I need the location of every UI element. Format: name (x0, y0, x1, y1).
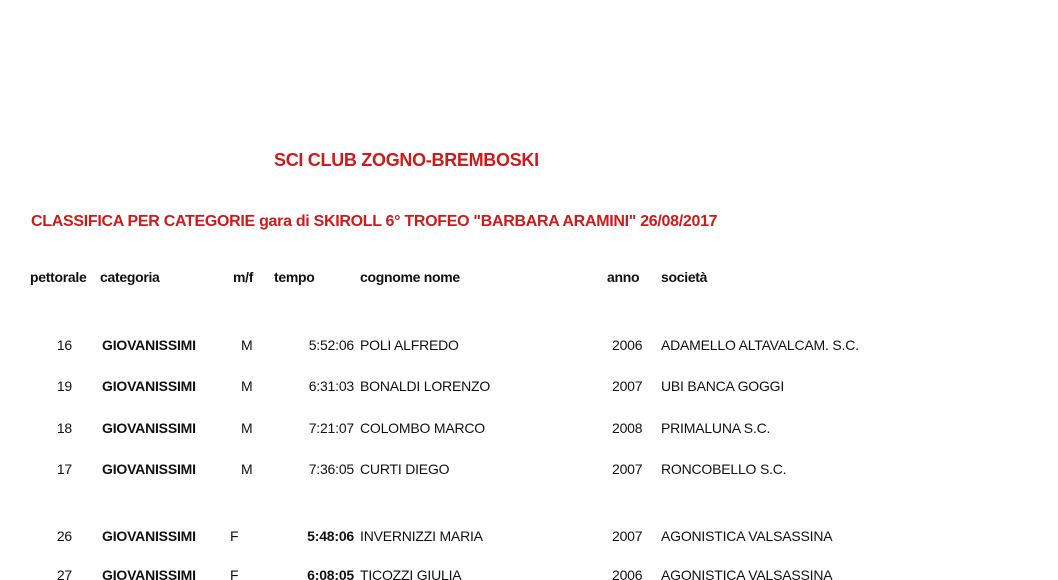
table-row (0, 461, 1058, 483)
header-anno: anno (607, 269, 640, 285)
cell-pettorale: 19 (56, 378, 72, 394)
cell-categoria: GIOVANISSIMI (102, 378, 196, 394)
cell-categoria: GIOVANISSIMI (102, 420, 196, 436)
cell-nome: TICOZZI GIULIA (360, 567, 462, 580)
header-sesso: m/f (233, 269, 254, 285)
cell-anno: 2006 (612, 337, 643, 353)
cell-pettorale: 27 (56, 567, 72, 580)
cell-anno: 2007 (612, 461, 643, 477)
cell-sesso: M (241, 337, 253, 353)
cell-sesso: F (230, 567, 239, 580)
cell-sesso: F (230, 528, 239, 544)
cell-pettorale: 16 (56, 337, 72, 353)
cell-nome: INVERNIZZI MARIA (360, 528, 483, 544)
cell-anno: 2008 (612, 420, 643, 436)
cell-tempo: 5:52:06 (308, 337, 354, 353)
table-row (0, 378, 1058, 400)
cell-sesso: M (241, 378, 253, 394)
club-title: SCI CLUB ZOGNO-BREMBOSKI (274, 150, 539, 170)
header-pettorale: pettorale (30, 269, 87, 285)
cell-tempo: 7:21:07 (308, 420, 354, 436)
results-subtitle: CLASSIFICA PER CATEGORIE gara di SKIROLL 6° TROFEO "BARBARA ARAMINI" 26/08/2017 (31, 213, 718, 230)
table-row (0, 567, 1058, 580)
cell-societa: AGONISTICA VALSASSINA (661, 528, 833, 544)
cell-societa: AGONISTICA VALSASSINA (661, 567, 833, 580)
cell-categoria: GIOVANISSIMI (102, 528, 196, 544)
cell-tempo: 6:08:05 (307, 567, 354, 580)
header-tempo: tempo (274, 269, 315, 285)
table-row (0, 420, 1058, 442)
cell-nome: POLI ALFREDO (360, 337, 459, 353)
cell-tempo: 7:36:05 (308, 461, 354, 477)
cell-societa: RONCOBELLO S.C. (661, 461, 787, 477)
cell-pettorale: 17 (56, 461, 72, 477)
cell-nome: COLOMBO MARCO (360, 420, 485, 436)
header-nome: cognome nome (360, 269, 460, 285)
table-row (0, 337, 1058, 359)
cell-pettorale: 18 (56, 420, 72, 436)
cell-societa: PRIMALUNA S.C. (661, 420, 771, 436)
cell-nome: CURTI DIEGO (360, 461, 450, 477)
cell-anno: 2006 (612, 567, 643, 580)
cell-anno: 2007 (612, 378, 643, 394)
header-categoria: categoria (100, 269, 160, 285)
cell-categoria: GIOVANISSIMI (102, 337, 196, 353)
cell-categoria: GIOVANISSIMI (102, 461, 196, 477)
cell-nome: BONALDI LORENZO (360, 378, 491, 394)
cell-pettorale: 26 (56, 528, 72, 544)
cell-societa: ADAMELLO ALTAVALCAM. S.C. (661, 337, 859, 353)
cell-tempo: 5:48:06 (307, 528, 354, 544)
cell-sesso: M (241, 461, 253, 477)
cell-societa: UBI BANCA GOGGI (661, 378, 785, 394)
cell-categoria: GIOVANISSIMI (102, 567, 196, 580)
cell-tempo: 6:31:03 (308, 378, 354, 394)
header-societa: società (661, 269, 708, 285)
cell-anno: 2007 (612, 528, 643, 544)
table-row (0, 528, 1058, 550)
cell-sesso: M (241, 420, 253, 436)
